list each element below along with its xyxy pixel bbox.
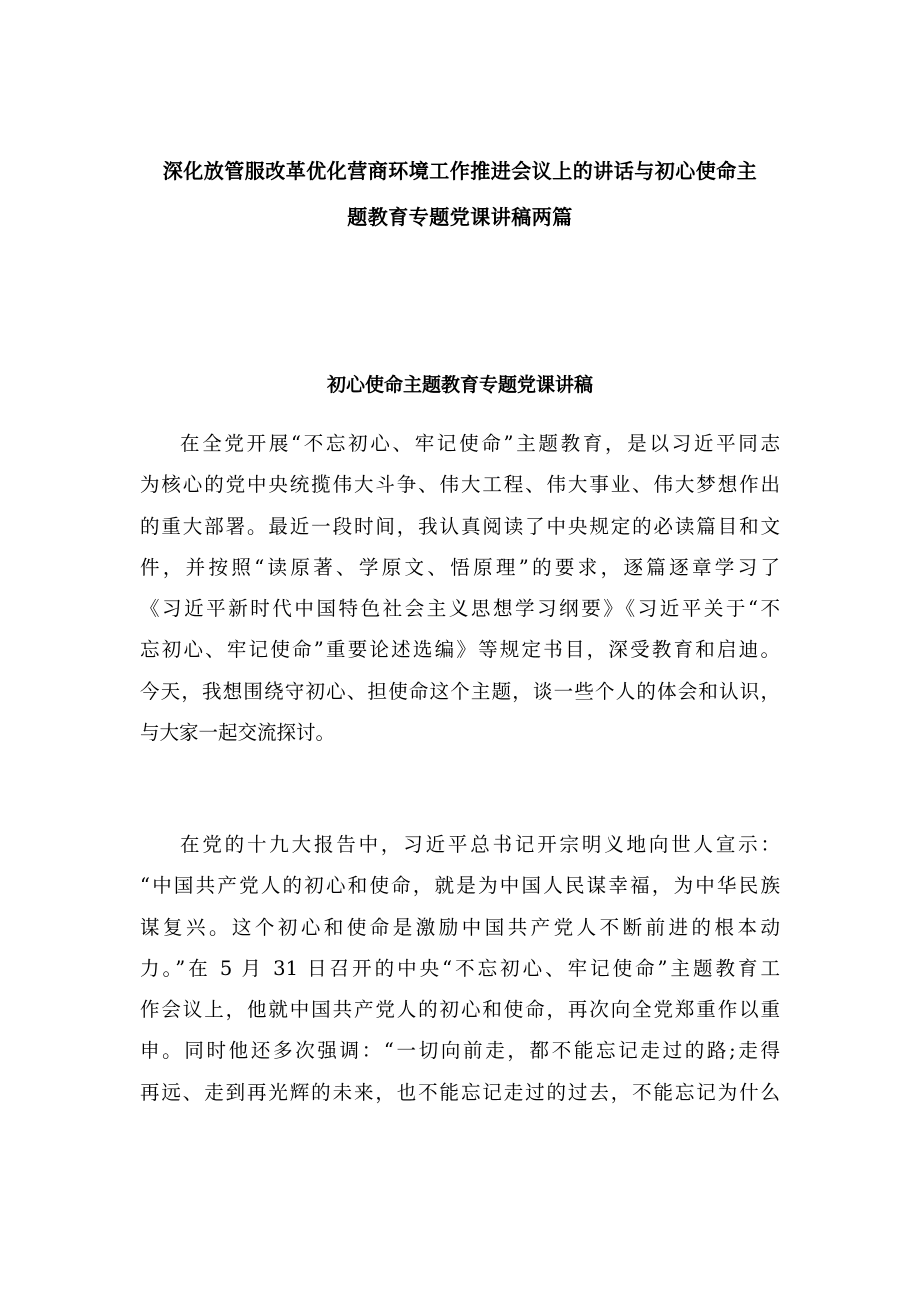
paragraph-line: 的重大部署。最近一段时间，我认真阅读了中央规定的必读篇目和文 [140, 514, 780, 538]
paragraph-line: 力。”在 5 月 31 日召开的中央“不忘初心、牢记使命”主题教育工 [140, 956, 780, 980]
body-paragraph [140, 824, 780, 1113]
paragraph-line: “中国共产党人的初心和使命，就是为中国人民谋幸福，为中华民族 [140, 874, 780, 898]
paragraph-line: 在党的十九大报告中，习近平总书记开宗明义地向世人宣示： [180, 833, 780, 856]
paragraph-line: 与大家一起交流探讨。 [140, 721, 336, 745]
section-title: 初心使命主题教育专题党课讲稿 [326, 374, 593, 396]
paragraph-line: 件，并按照“读原著、学原文、悟原理”的要求，逐篇逐章学习了 [140, 555, 780, 579]
paragraph-line: 今天，我想围绕守初心、担使命这个主题，谈一些个人的体会和认识， [140, 679, 780, 703]
document-title-line: 题教育专题党课讲稿两篇 [347, 205, 573, 229]
paragraph-line: 为核心的党中央统揽伟大斗争、伟大工程、伟大事业、伟大梦想作出 [140, 473, 780, 497]
paragraph-line: 《习近平新时代中国特色社会主义思想学习纲要》《习近平关于“不 [140, 597, 780, 621]
paragraph-line: 谋复兴。这个初心和使命是激励中国共产党人不断前进的根本动 [140, 915, 780, 939]
document-title-line: 深化放管服改革优化营商环境工作推进会议上的讲话与初心使命主 [162, 159, 758, 183]
document-title [130, 148, 790, 240]
body-paragraph [140, 423, 780, 753]
paragraph-line: 忘初心、牢记使命”重要论述选编》等规定书目，深受教育和启迪。 [140, 638, 780, 662]
paragraph-line: 再远、走到再光辉的未来，也不能忘记走过的过去，不能忘记为什么 [140, 1080, 780, 1104]
paragraph-line: 申。同时他还多次强调：“一切向前走，都不能忘记走过的路;走得 [140, 1039, 780, 1063]
paragraph-line: 在全党开展“不忘初心、牢记使命”主题教育，是以习近平同志 [180, 432, 780, 455]
paragraph-line: 作会议上，他就中国共产党人的初心和使命，再次向全党郑重作以重 [140, 998, 780, 1022]
